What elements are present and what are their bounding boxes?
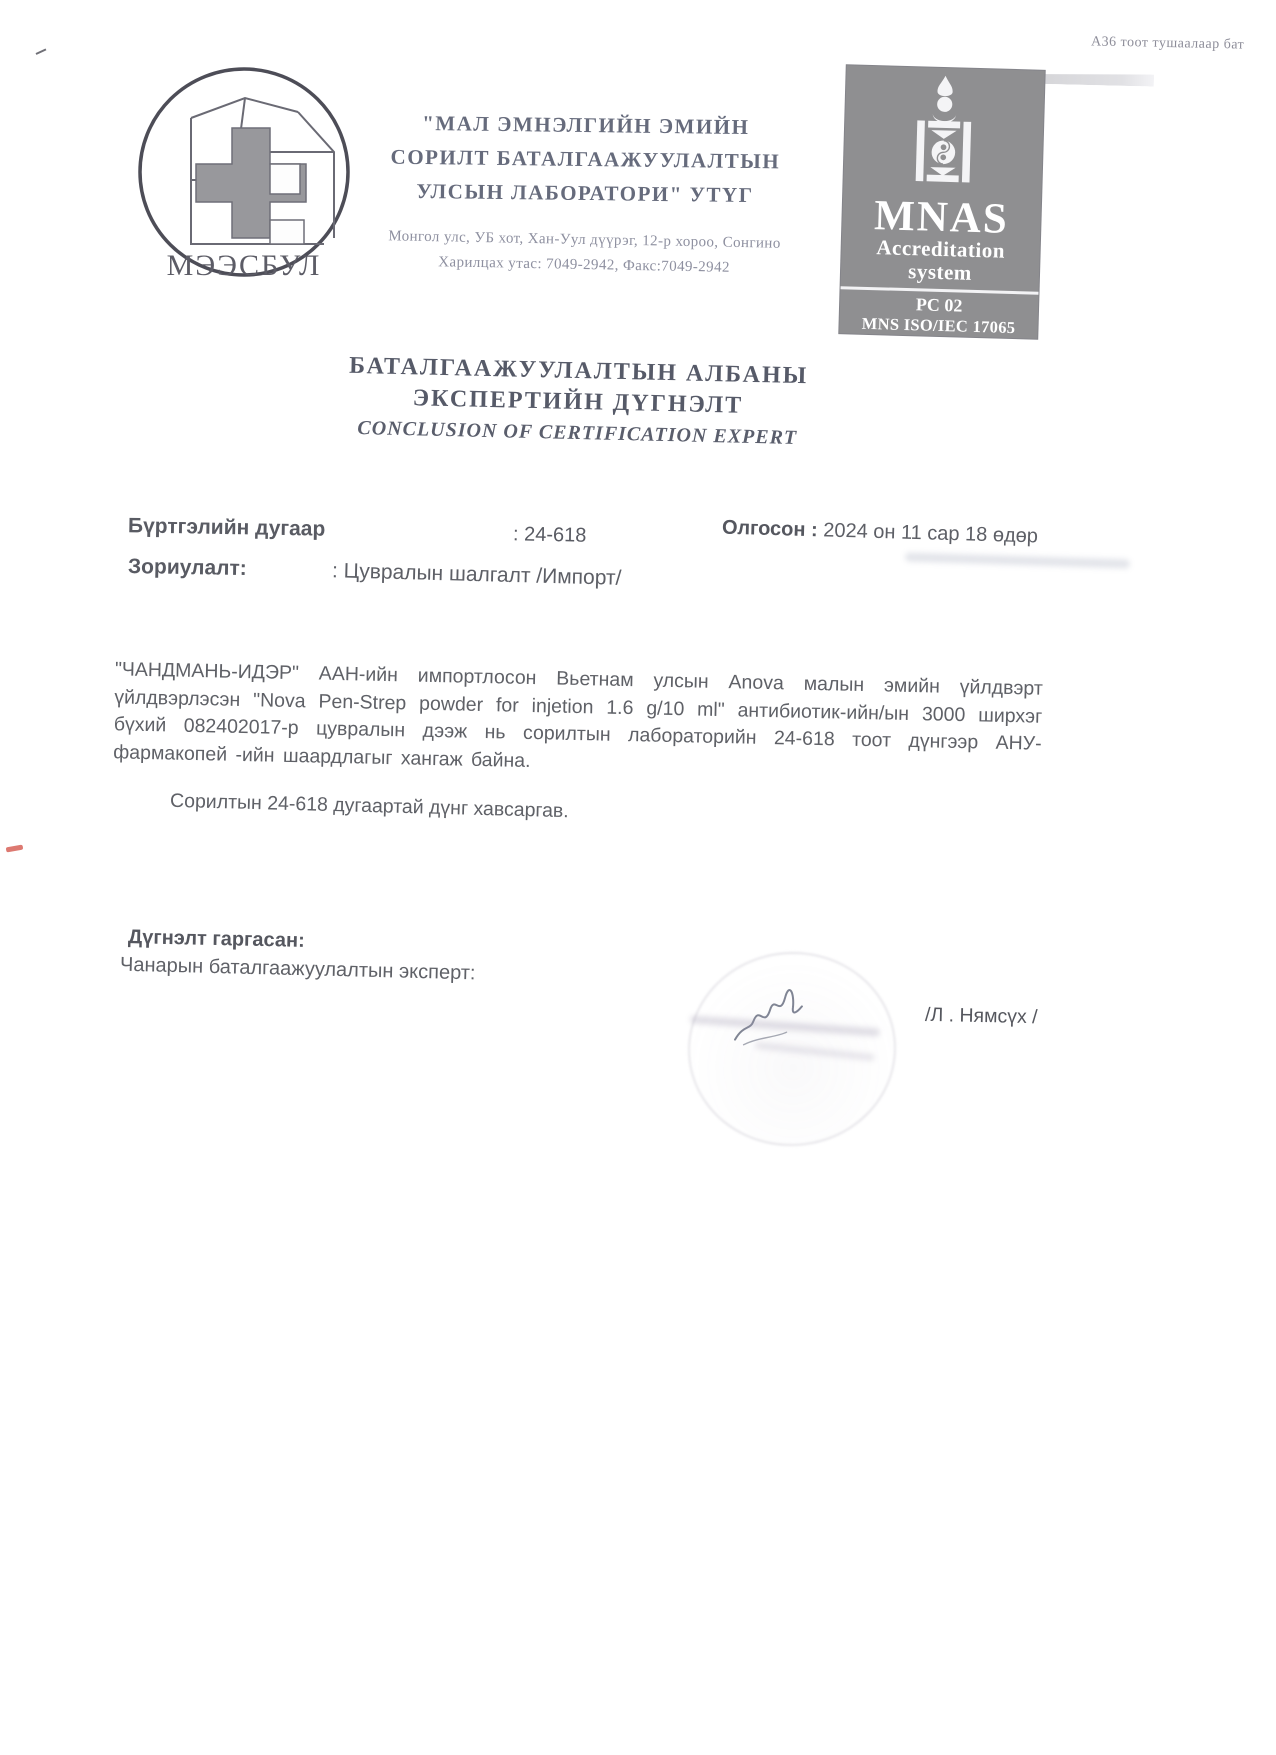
signer-name: /Л . Нямсүх / <box>924 1003 1038 1029</box>
mnas-standard: MNS ISO/IEC 17065 <box>861 313 1016 338</box>
registration-number-label: Бүртгэлийн дугаар <box>127 514 326 541</box>
org-name-line1: "МАЛ ЭМНЭЛГИЙН ЭМИЙН <box>422 111 750 140</box>
issued-label: Олгосон : <box>721 516 819 542</box>
mnas-code: PC 02 <box>915 294 963 316</box>
title-line2: ЭКСПЕРТИЙН ДҮГНЭЛТ <box>412 385 744 419</box>
conclusion-made-by-label: Дүгнэлт гаргасан: <box>127 926 305 952</box>
corner-note: А36 тоот тушаалаар бат <box>1090 34 1245 53</box>
red-pen-mark <box>6 845 24 853</box>
org-name-line2: СОРИЛТ БАТАЛГААЖУУЛАЛТЫН <box>390 144 781 174</box>
purpose-value: : Цувралын шалгалт /Импорт/ <box>331 559 622 590</box>
org-address <box>354 224 815 283</box>
org-name-line3: УЛСЫН ЛАБОРАТОРИ" УТҮГ <box>416 178 754 208</box>
org-address-line1: Монгол улс, УБ хот, Хан-Уул дүүрэг, 12-р хороо, Сонгино <box>388 228 781 252</box>
registration-number-value: : 24-618 <box>512 523 587 547</box>
meesbul-logo-text: МЭЭСБУЛ <box>166 249 322 282</box>
issued-field <box>722 517 1038 549</box>
mnas-accreditation-badge <box>839 65 1044 338</box>
document-title <box>257 349 899 455</box>
title-line1: БАТАЛГААЖУУЛАЛТЫН АЛБАНЫ <box>348 352 809 390</box>
purpose-label: Зориулалт: <box>127 554 247 581</box>
attachment-note: Сорилтын 24-618 дугаартай дүнг хавсаргав. <box>169 789 570 823</box>
scan-speck-artifact <box>33 42 47 55</box>
faint-stamp-smudge <box>905 552 1130 568</box>
meesbul-logo <box>128 60 360 286</box>
mnas-label-line2: system <box>907 259 973 286</box>
org-address-line2: Харилцах утас: 7049-2942, Факс:7049-2942 <box>438 254 730 276</box>
mnas-acronym: MNAS <box>873 192 1010 244</box>
mnas-label-line1: Accreditation <box>876 235 1006 264</box>
meesbul-logo-icon <box>128 60 360 286</box>
quality-expert-label: Чанарын баталгаажуулалтын эксперт: <box>119 953 476 985</box>
title-line3-english: CONCLUSION OF CERTIFICATION EXPERT <box>357 417 798 449</box>
org-header <box>354 105 816 281</box>
issued-value: 2024 он 11 сар 18 өдөр <box>822 519 1039 548</box>
soyombo-icon <box>903 73 984 201</box>
conclusion-paragraph: "ЧАНДМАНЬ-ИДЭР" ААН-ийн импортлосон Вьетнам улсын Anova малын эмийн үйлдвэрт үйлдвэрлэсэн "Nova Pen-Strep powder for injetion 1.6 g/10 ml" антибиотик-ийн/ын 3000 ширхэг бүхий 082402017-р цувралын дээж нь сорилтын лабораторийн 24-618 тоот дүнгээр АНУ- фармакопей -ийн шаардлагыг хангаж байна. <box>113 658 1044 772</box>
